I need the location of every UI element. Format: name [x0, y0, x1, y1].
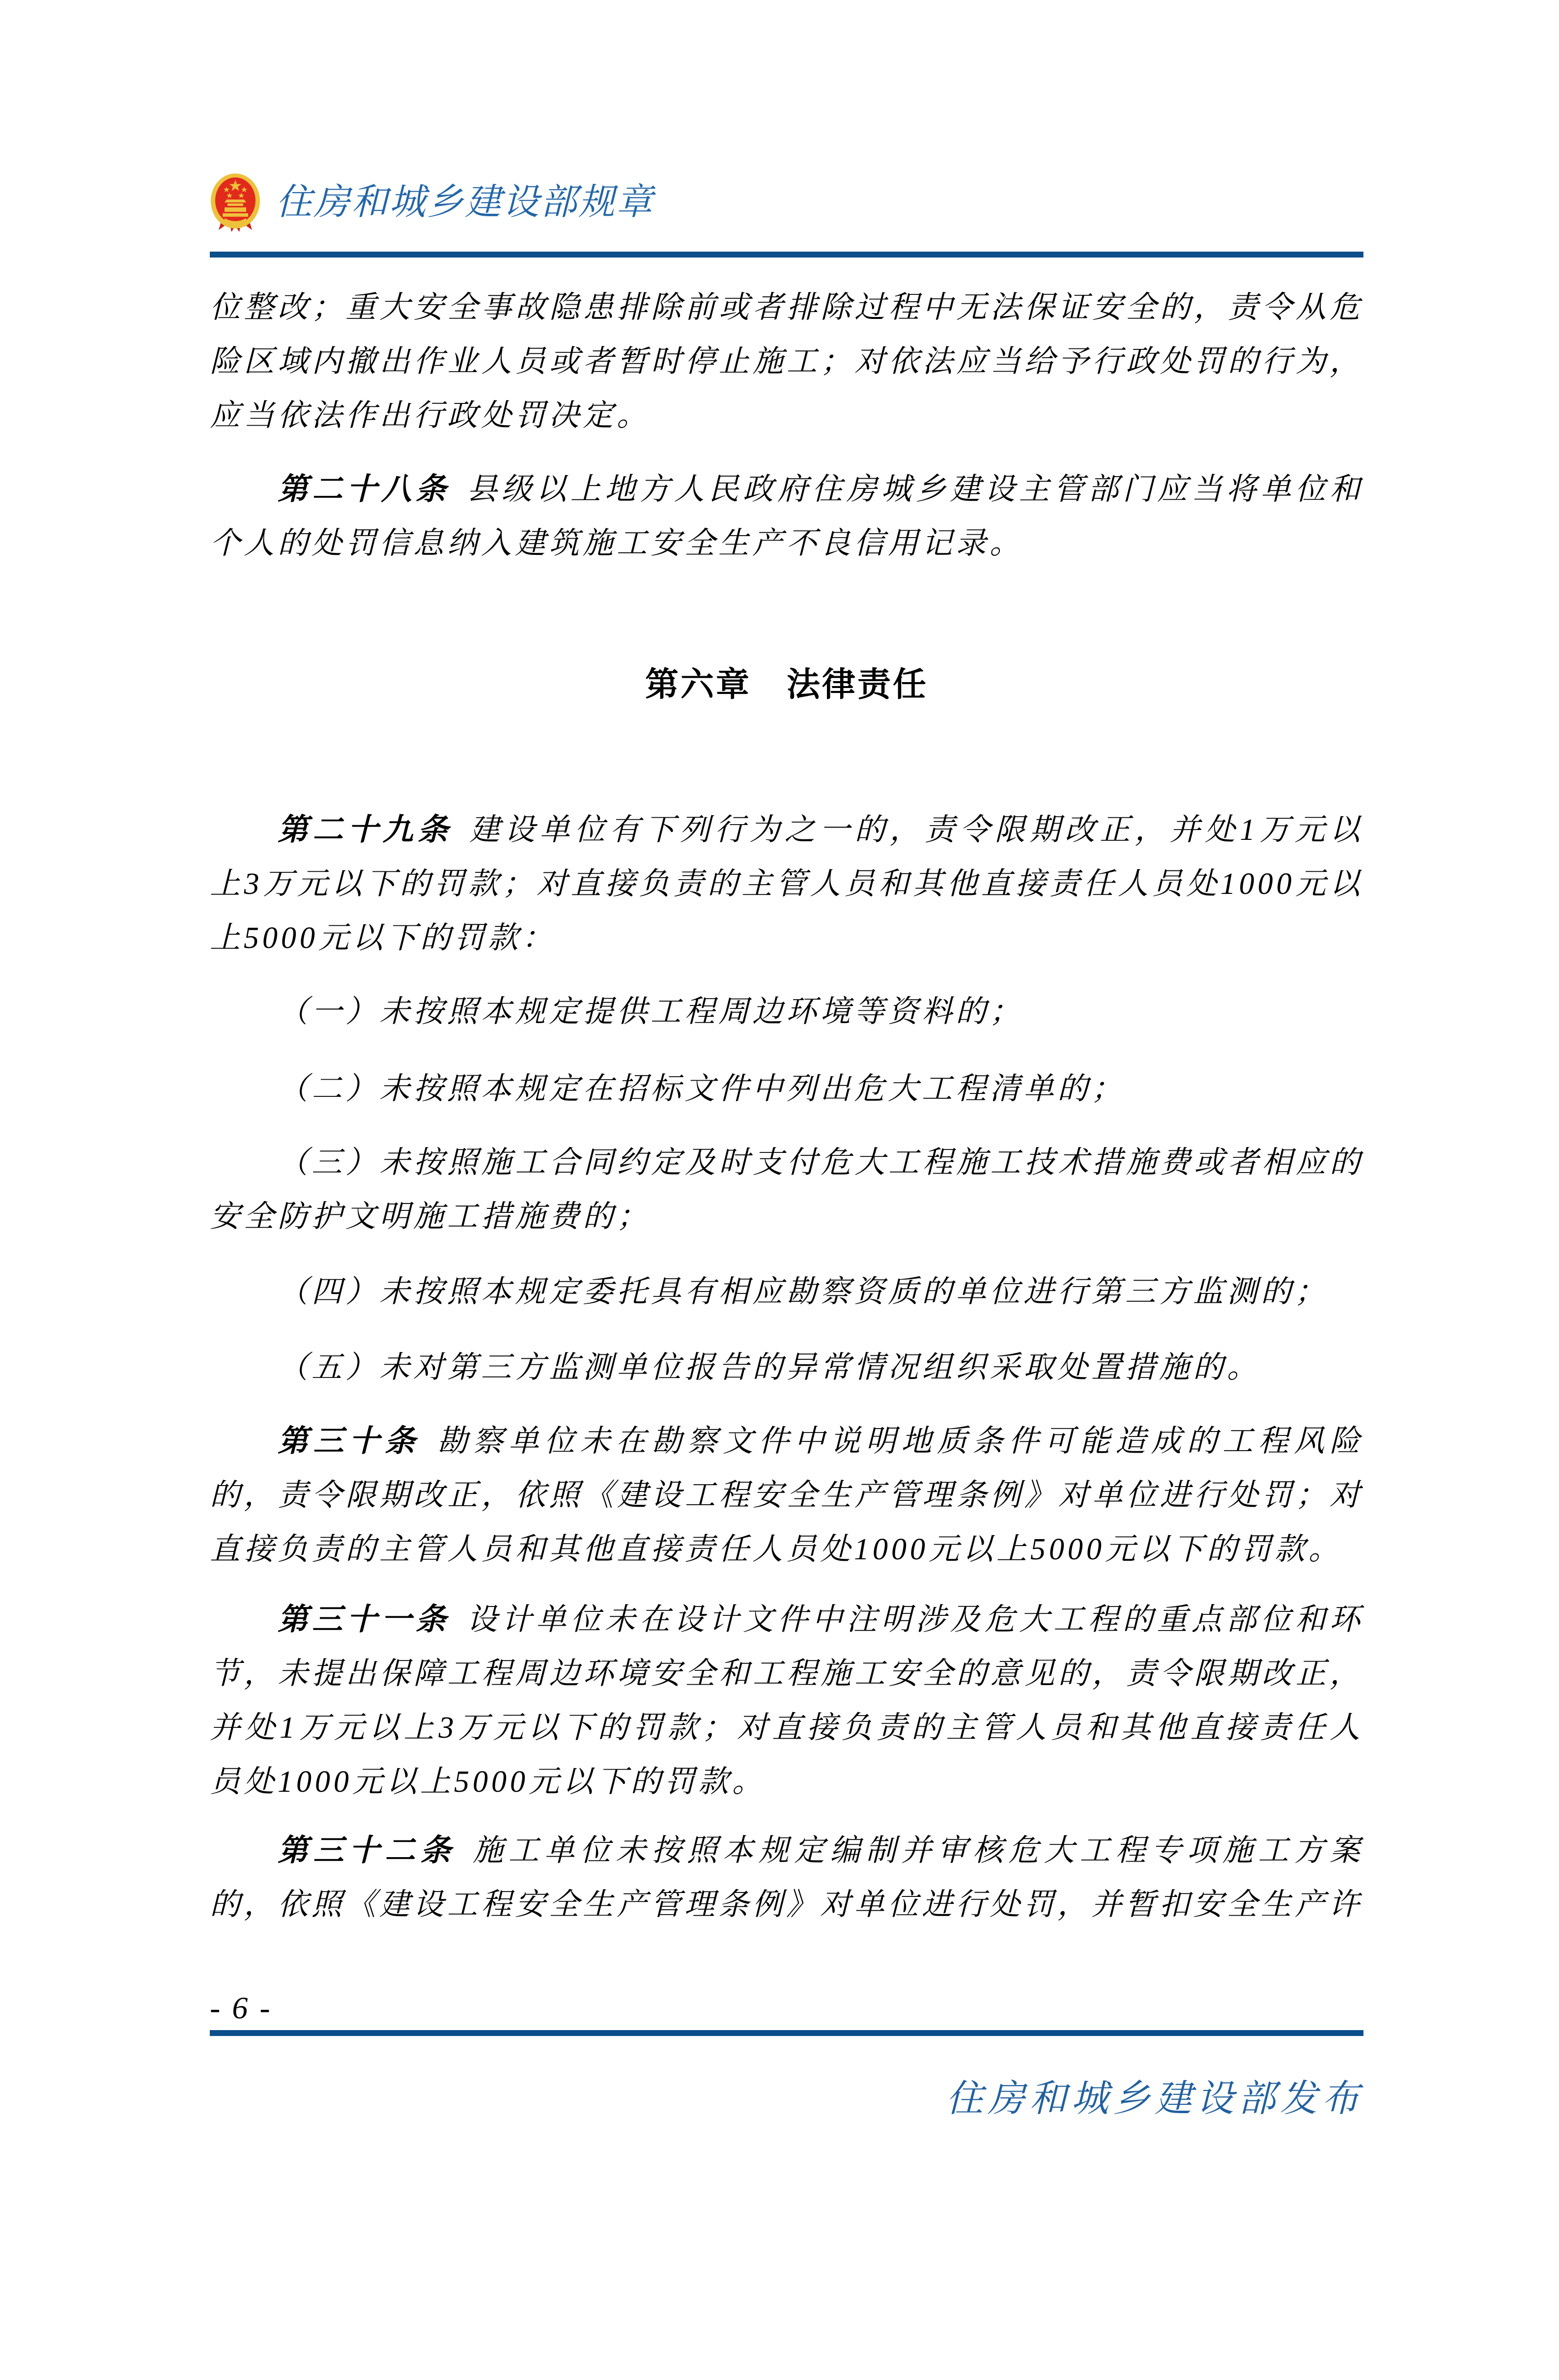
header-divider — [210, 252, 1363, 258]
article-32-number: 第三十二条 — [278, 1834, 456, 1867]
list-item-4: （四）未按照本规定委托具有相应勘察资质的单位进行第三方监测的； — [278, 1275, 1329, 1309]
list-item-1: （一）未按照本规定提供工程周边环境等资料的； — [278, 995, 1024, 1029]
header-title: 住房和城乡建设部规章 — [276, 182, 654, 223]
article-32-text: 施工单位未按照本规定编制并审核危大工程专项施工方案的，依照《建设工程安全生产管理条例》对单位进行处罚，并暂扣安全生产许 — [210, 1834, 1363, 1921]
paragraph-continuation: 位整改；重大安全事故隐患排除前或者排除过程中无法保证安全的，责令从危险区域内撤出作业人员或者暂时停止施工；对依法应当给予行政处罚的行为，应当依法作出行政处罚决定。 — [210, 291, 1363, 432]
page-number: - 6 - — [210, 1990, 272, 2025]
article-31 — [210, 1593, 1363, 1809]
page-header — [210, 173, 1363, 232]
chapter-heading: 第六章 法律责任 — [645, 666, 928, 703]
list-item-3: （三）未按照施工合同约定及时支付危大工程施工技术措施费或者相应的安全防护文明施工措施费的； — [210, 1146, 1363, 1233]
article-29 — [210, 803, 1363, 965]
article-31-number: 第三十一条 — [278, 1603, 451, 1636]
article-31-text: 设计单位未在设计文件中注明涉及危大工程的重点部位和环节，未提出保障工程周边环境安全和工程施工安全的意见的，责令限期改正，并处1万元以上3万元以下的罚款；对直接负责的主管人员和其他直接责任人员处1000元以上5000元以下的罚款。 — [210, 1603, 1363, 1799]
article-30-number: 第三十条 — [278, 1425, 421, 1458]
document-body — [210, 281, 1363, 1932]
article-32 — [210, 1824, 1363, 1932]
article-29-number: 第二十九条 — [278, 813, 453, 847]
article-29-text: 建设单位有下列行为之一的，责令限期改正，并处1万元以上3万元以下的罚款；对直接负责的主管人员和其他直接责任人员处1000元以上5000元以下的罚款： — [210, 813, 1363, 955]
publisher-label: 住房和城乡建设部发布 — [946, 2078, 1363, 2120]
article-28-text: 县级以上地方人民政府住房城乡建设主管部门应当将单位和个人的处罚信息纳入建筑施工安全生产不良信用记录。 — [210, 473, 1363, 560]
national-emblem-icon — [210, 173, 261, 232]
page-root — [0, 173, 1559, 2380]
article-28-number: 第二十八条 — [278, 473, 451, 506]
article-28 — [210, 462, 1363, 571]
article-30-text: 勘察单位未在勘察文件中说明地质条件可能造成的工程风险的，责令限期改正，依照《建设工程安全生产管理条例》对单位进行处罚；对直接负责的主管人员和其他直接责任人员处1000元以上5000元以下的罚款。 — [210, 1425, 1363, 1566]
article-30 — [210, 1414, 1363, 1577]
list-item-5: （五）未对第三方监测单位报告的异常情况组织采取处置措施的。 — [278, 1351, 1261, 1384]
footer-divider — [210, 2030, 1363, 2036]
regulation-page — [0, 173, 1559, 2380]
page-footer — [0, 1986, 1559, 2126]
list-item-2: （二）未按照本规定在招标文件中列出危大工程清单的； — [278, 1072, 1126, 1106]
